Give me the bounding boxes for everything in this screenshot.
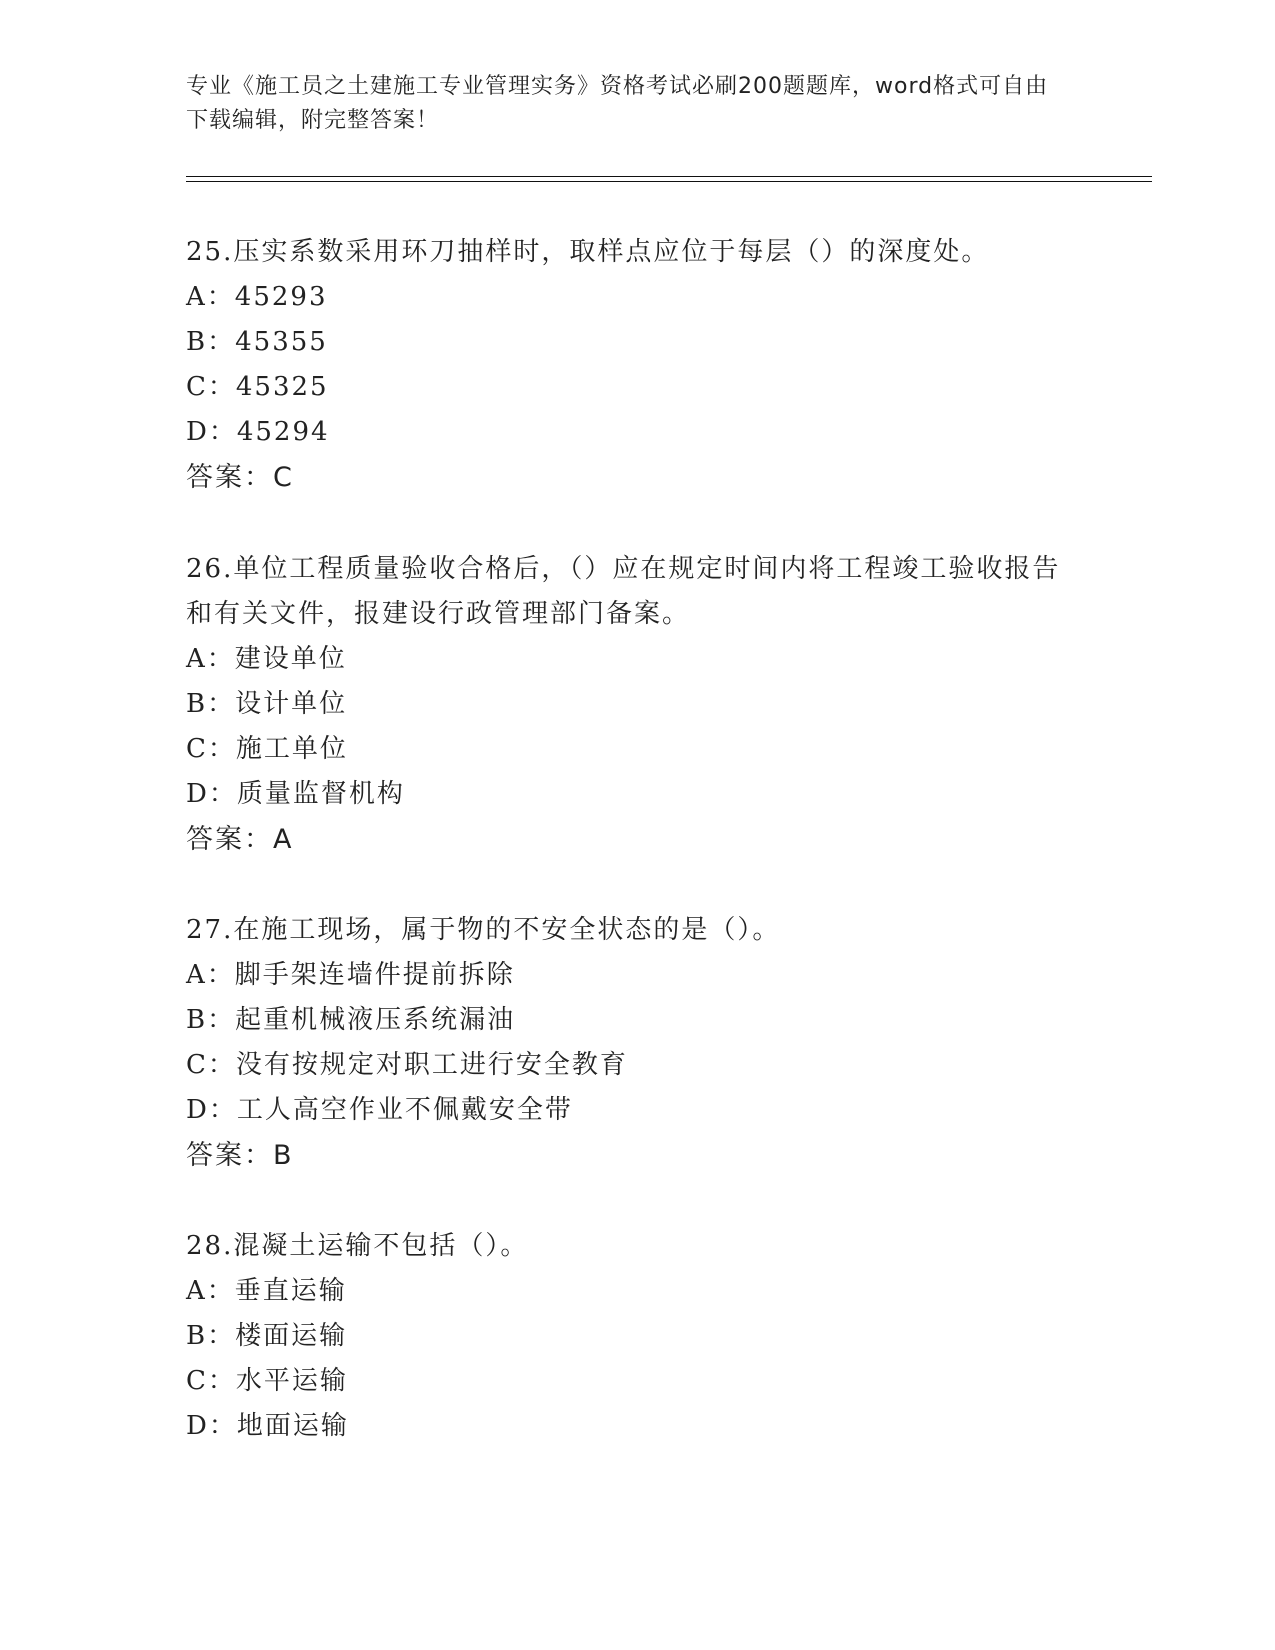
option-b: B：楼面运输 [186, 1321, 348, 1351]
question-block [186, 1224, 1086, 1449]
option-d: D：质量监督机构 [186, 779, 405, 809]
question-block [186, 908, 1086, 1178]
option-a: A：45293 [186, 282, 328, 312]
option-b: B：45355 [186, 327, 328, 357]
option-a: A：垂直运输 [186, 1276, 347, 1306]
option-c: C：没有按规定对职工进行安全教育 [186, 1050, 628, 1080]
question-block [186, 547, 1086, 862]
option-a: A：脚手架连墙件提前拆除 [186, 960, 515, 990]
header-divider [186, 176, 1152, 177]
question-stem: 28.混凝土运输不包括（）。 [186, 1231, 529, 1261]
option-a: A：建设单位 [186, 644, 347, 674]
question-stem: 25.压实系数采用环刀抽样时，取样点应位于每层（）的深度处。 [186, 237, 990, 267]
answer-line: 答案：B [186, 1140, 294, 1171]
option-c: C：水平运输 [186, 1366, 348, 1396]
question-block [186, 230, 1086, 500]
option-d: D：45294 [186, 417, 330, 447]
option-b: B：起重机械液压系统漏油 [186, 1005, 516, 1035]
option-d: D：工人高空作业不佩戴安全带 [186, 1095, 573, 1125]
answer-line: 答案：C [186, 462, 294, 493]
answer-line: 答案：A [186, 824, 294, 855]
question-stem: 26.单位工程质量验收合格后，（）应在规定时间内将工程竣工验收报告和有关文件，报建设行政管理部门备案。 [186, 554, 1061, 629]
document-header: 专业《施工员之土建施工专业管理实务》资格考试必刷200题题库，word格式可自由下载编辑，附完整答案！ [186, 74, 1049, 133]
option-b: B：设计单位 [186, 689, 348, 719]
option-c: C：45325 [186, 372, 329, 402]
option-c: C：施工单位 [186, 734, 348, 764]
question-stem: 27.在施工现场，属于物的不安全状态的是（）。 [186, 915, 781, 945]
header-divider-secondary [186, 181, 1152, 182]
option-d: D：地面运输 [186, 1411, 349, 1441]
